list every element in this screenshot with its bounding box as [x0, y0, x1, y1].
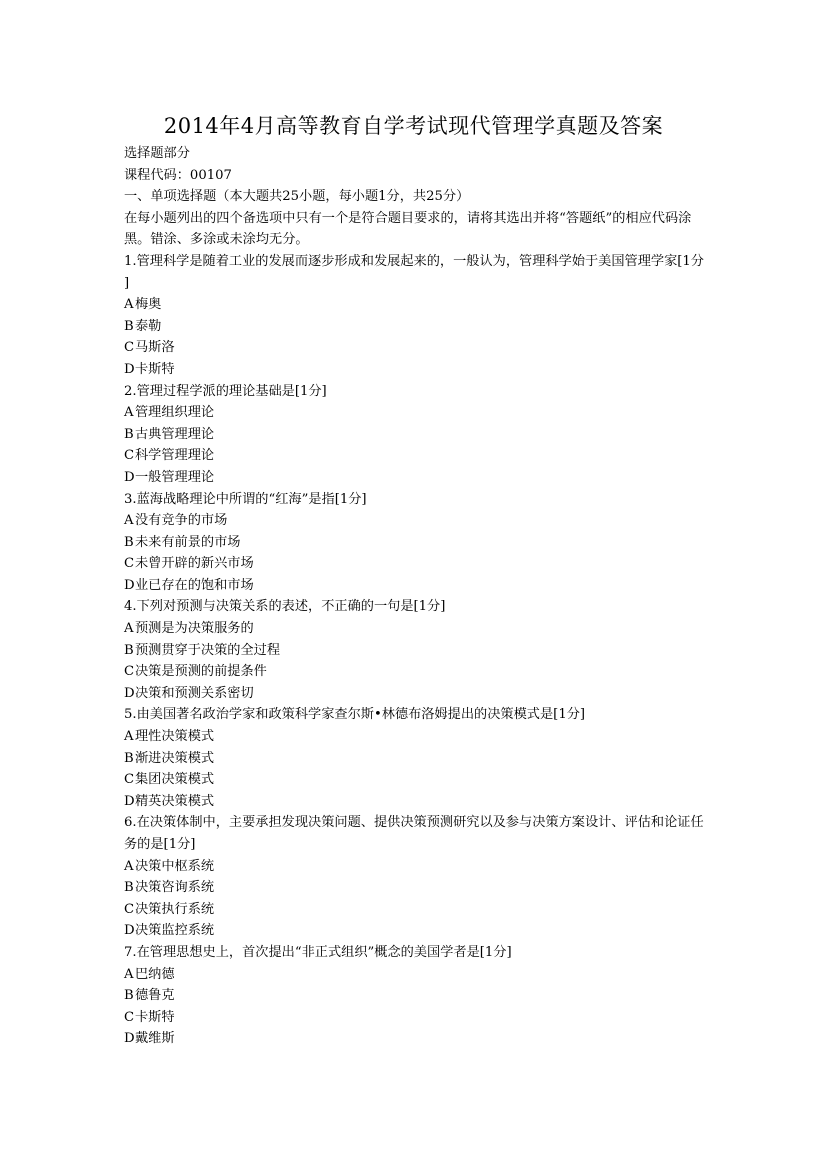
course-code: 课程代码：00107: [124, 167, 232, 183]
option-letter: A: [124, 621, 134, 637]
option-letter: C: [124, 772, 135, 788]
option-letter: D: [124, 793, 135, 809]
option-b: [124, 424, 704, 446]
option-letter: A: [124, 729, 134, 745]
option-letter: D: [124, 577, 135, 593]
option-letter: C: [124, 340, 135, 356]
option-letter: C: [124, 1009, 135, 1025]
option-d: [124, 575, 704, 597]
option-letter: D: [124, 685, 135, 701]
option-c: [124, 769, 704, 791]
document-title: 2014年4月高等教育自学考试现代管理学真题及答案: [163, 114, 664, 138]
option-a: [124, 294, 704, 316]
option-text: 决策执行系统: [135, 901, 215, 917]
option-letter: A: [124, 513, 134, 529]
option-text: 决策咨询系统: [135, 880, 215, 896]
option-letter: C: [124, 901, 135, 917]
option-letter: C: [124, 556, 135, 572]
option-letter: C: [124, 664, 135, 680]
option-letter: D: [124, 1031, 135, 1047]
option-text: 泰勒: [135, 318, 162, 334]
option-d: [124, 467, 704, 489]
option-letter: B: [124, 318, 134, 334]
option-letter: B: [124, 988, 134, 1004]
instructions: 在每小题列出的四个备选项中只有一个是符合题目要求的，请将其选出并将“答题纸”的相应代码涂黑。错涂、多涂或未涂均无分。: [124, 210, 692, 248]
option-text: 预测贯穿于决策的全过程: [135, 642, 281, 658]
document-body: [124, 143, 704, 1050]
option-letter: B: [124, 642, 134, 658]
option-text: 管理组织理论: [135, 405, 215, 421]
option-b: [124, 748, 704, 770]
question-stem: 7.在管理思想史上，首次提出“非正式组织”概念的美国学者是[1分]: [124, 944, 512, 960]
option-c: [124, 1007, 704, 1029]
option-c: [124, 553, 704, 575]
option-b: [124, 640, 704, 662]
option-text: 未来有前景的市场: [135, 534, 241, 550]
option-text: 理性决策模式: [135, 729, 215, 745]
option-a: [124, 964, 704, 986]
option-c: [124, 899, 704, 921]
option-text: 预测是为决策服务的: [135, 621, 254, 637]
question-stem: 5.由美国著名政治学家和政策科学家查尔斯•林德布洛姆提出的决策模式是[1分]: [124, 707, 586, 723]
option-b: [124, 985, 704, 1007]
option-text: 巴纳德: [135, 966, 175, 982]
option-text: 梅奥: [135, 297, 162, 313]
option-text: 决策中枢系统: [135, 858, 215, 874]
option-text: 马斯洛: [135, 340, 175, 356]
option-a: [124, 618, 704, 640]
option-text: 未曾开辟的新兴市场: [135, 556, 254, 572]
option-text: 科学管理理论: [135, 448, 215, 464]
option-letter: B: [124, 880, 134, 896]
question-1: [124, 251, 704, 381]
question-stem: 6.在决策体制中，主要承担发现决策问题、提供决策预测研究以及参与决策方案设计、评估和论证任务的是[1分]: [124, 815, 704, 852]
option-a: [124, 856, 704, 878]
option-text: 决策监控系统: [135, 923, 215, 939]
option-a: [124, 402, 704, 424]
section-label: 选择题部分: [124, 146, 190, 161]
option-text: 戴维斯: [135, 1031, 175, 1047]
option-letter: B: [124, 534, 134, 550]
option-d: [124, 920, 704, 942]
option-text: 精英决策模式: [135, 793, 215, 809]
option-letter: A: [124, 966, 134, 982]
option-text: 决策是预测的前提条件: [135, 664, 267, 680]
option-letter: D: [124, 923, 135, 939]
option-letter: A: [124, 297, 134, 313]
option-d: [124, 683, 704, 705]
option-d: [124, 359, 704, 381]
question-stem: 4.下列对预测与决策关系的表述，不正确的一句是[1分]: [124, 599, 446, 615]
question-7: [124, 942, 704, 1050]
option-text: 古典管理理论: [135, 426, 215, 442]
option-text: 没有竞争的市场: [135, 513, 228, 529]
option-c: [124, 337, 704, 359]
option-text: 渐进决策模式: [135, 750, 215, 766]
question-2: [124, 381, 704, 489]
question-3: [124, 489, 704, 597]
option-c: [124, 661, 704, 683]
question-stem: 1.管理科学是随着工业的发展而逐步形成和发展起来的，一般认为，管理科学始于美国管理学家[1分]: [124, 253, 704, 291]
option-letter: B: [124, 426, 134, 442]
option-text: 德鲁克: [135, 988, 175, 1004]
option-b: [124, 877, 704, 899]
option-letter: B: [124, 750, 134, 766]
option-letter: D: [124, 361, 135, 377]
option-letter: C: [124, 448, 135, 464]
option-a: [124, 726, 704, 748]
option-b: [124, 532, 704, 554]
option-letter: A: [124, 405, 134, 421]
option-letter: D: [124, 469, 135, 485]
question-stem: 3.蓝海战略理论中所谓的“红海”是指[1分]: [124, 491, 367, 507]
option-text: 卡斯特: [135, 361, 175, 377]
question-6: [124, 812, 704, 942]
option-letter: A: [124, 858, 134, 874]
question-list: [124, 251, 704, 1050]
question-5: [124, 704, 704, 812]
question-4: [124, 596, 704, 704]
part-heading: 一、单项选择题（本大题共25小题，每小题1分，共25分）: [124, 189, 470, 205]
option-text: 卡斯特: [135, 1009, 175, 1025]
option-d: [124, 791, 704, 813]
option-text: 一般管理理论: [135, 469, 215, 485]
question-stem: 2.管理过程学派的理论基础是[1分]: [124, 383, 327, 399]
option-text: 业已存在的饱和市场: [135, 577, 254, 593]
option-c: [124, 445, 704, 467]
option-a: [124, 510, 704, 532]
option-text: 决策和预测关系密切: [135, 685, 254, 701]
option-b: [124, 316, 704, 338]
option-d: [124, 1028, 704, 1050]
option-text: 集团决策模式: [135, 772, 215, 788]
